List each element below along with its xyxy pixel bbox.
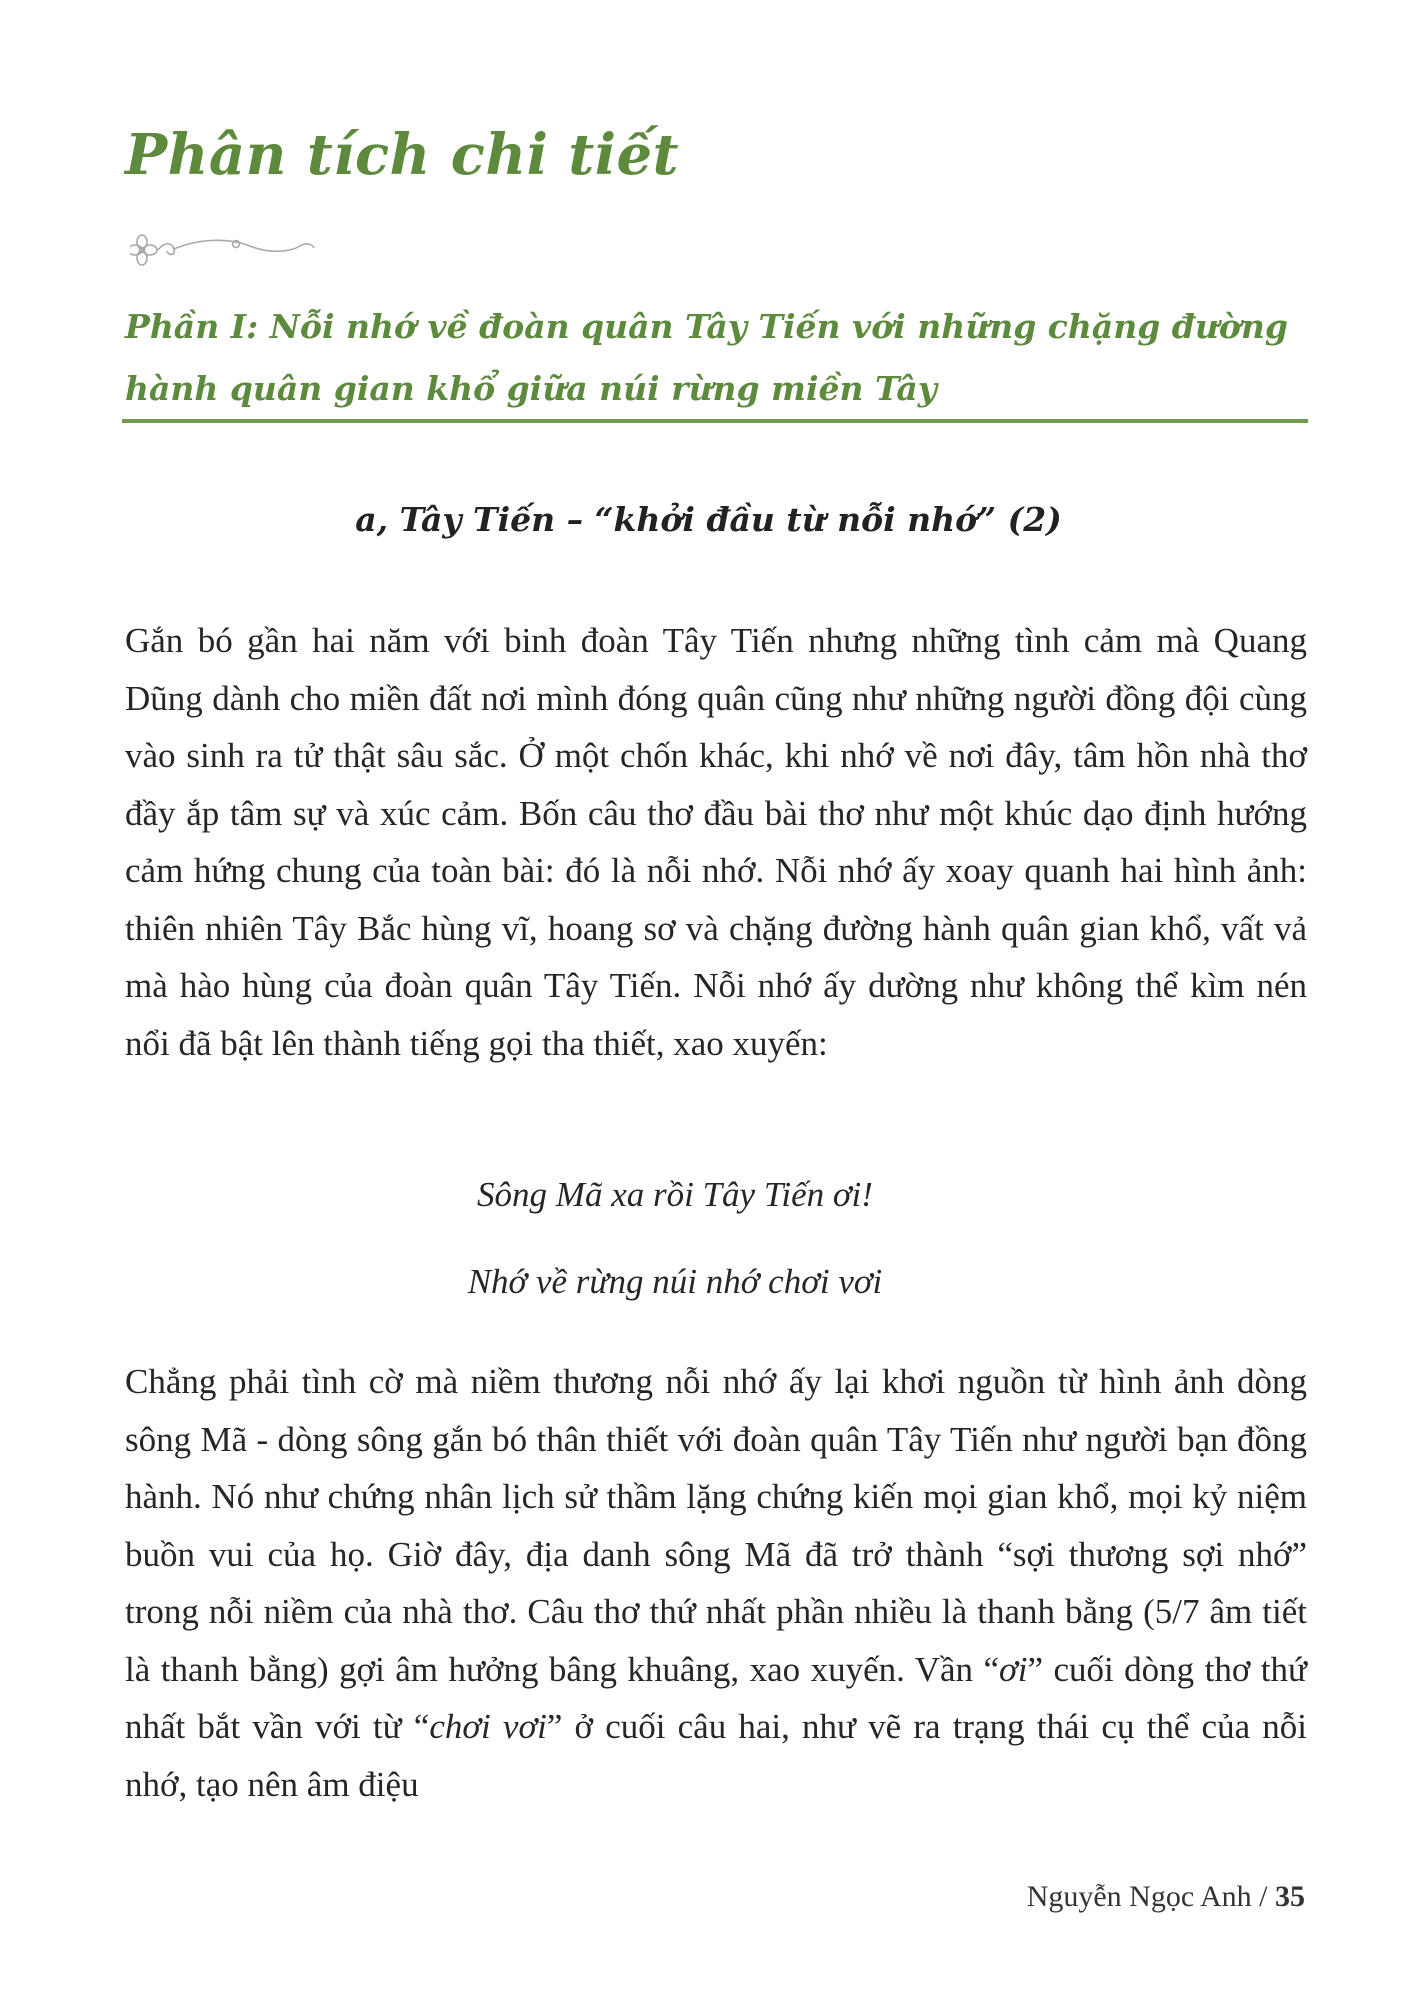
paragraph-2-text-b: ” cuối dòng thơ thứ nhất bắt vần với từ “ xyxy=(125,1649,1307,1746)
subsection-heading: a, Tây Tiến – “khởi đầu từ nỗi nhớ” (2) xyxy=(355,500,1062,539)
author-name: Nguyễn Ngọc Anh / xyxy=(1026,1880,1268,1913)
verse-line-2: Nhớ về rừng núi nhớ chơi vơi xyxy=(467,1262,883,1301)
section-heading: Phần I: Nỗi nhớ về đoàn quân Tây Tiến với những chặng đường hành quân gian khổ giữa núi rừng miền Tây xyxy=(125,307,1288,408)
page-title: Phân tích chi tiết xyxy=(125,122,679,188)
page-footer xyxy=(1027,1880,1305,1914)
paragraph-2-text-a: Chẳng phải tình cờ mà niềm thương nỗi nhớ ấy lại khơi nguồn từ hình ảnh dòng sông Mã - dòng sông gắn bó thân thiết với đoàn quân Tây Tiến như người bạn đồng hành. Nó như chứng nhân lịch sử thầm lặng chứng kiến mọi gian khổ, mọi kỷ niệm buồn vui của họ. Giờ đây, địa danh sông Mã đã trở thành “sợi thương sợi nhớ” trong nỗi niềm của nhà thơ. Câu thơ thứ nhất phần nhiều là thanh bằng (5/7 âm tiết là thanh bằng) gợi âm hưởng bâng khuâng, xao xuyến. Vần “ xyxy=(125,1362,1307,1689)
floral-divider-icon xyxy=(130,232,320,268)
heading-underline xyxy=(122,419,1308,423)
body-paragraph-2 xyxy=(125,1353,1307,1813)
paragraph-2-italic-choi-voi: chơi vơi xyxy=(429,1707,547,1746)
paragraph-2-text-c: ” ở cuối câu hai, như vẽ ra trạng thái cụ thể của nỗi nhớ, tạo nên âm điệu xyxy=(125,1707,1307,1804)
paragraph-2-italic-oi: ơi xyxy=(999,1649,1028,1689)
body-paragraph-1: Gắn bó gần hai năm với binh đoàn Tây Tiến nhưng những tình cảm mà Quang Dũng dành cho miền đất nơi mình đóng quân cũng như những người đồng đội cùng vào sinh ra tử thật sâu sắc. Ở một chốn khác, khi nhớ về nơi đây, tâm hồn nhà thơ đầy ắp tâm sự và xúc cảm. Bốn câu thơ đầu bài thơ như một khúc dạo định hướng cảm hứng chung của toàn bài: đó là nỗi nhớ. Nỗi nhớ ấy xoay quanh hai hình ảnh: thiên nhiên Tây Bắc hùng vĩ, hoang sơ và chặng đường hành quân gian khổ, vất vả mà hào hùng của đoàn quân Tây Tiến. Nỗi nhớ ấy dường như không thể kìm nén nổi đã bật lên thành tiếng gọi tha thiết, xao xuyến: xyxy=(125,621,1307,1063)
verse-line-1: Sông Mã xa rồi Tây Tiến ơi! xyxy=(477,1175,873,1214)
page-number: 35 xyxy=(1275,1880,1305,1913)
